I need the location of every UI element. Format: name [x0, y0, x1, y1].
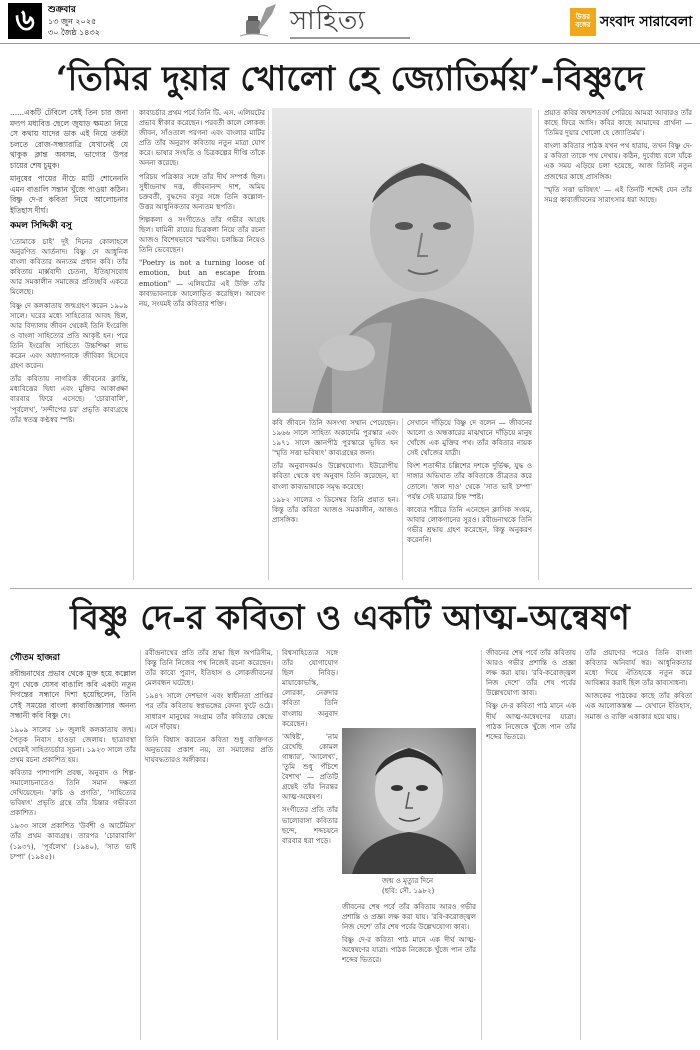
article-2-column-5 — [585, 648, 692, 1043]
column-divider — [277, 650, 278, 1040]
article-2-column-2 — [145, 648, 273, 1043]
article-1-column-4 — [407, 418, 532, 584]
paragraph: সেখানে দাঁড়িয়ে বিষ্ণু দে বলেন — জীবনের আলো ও অন্ধকারের মাঝখানে দাঁড়িয়ে মানুষ খোঁজে এক মুক্তির পথ। তাঁর কবিতার নায়ক সেই খোঁজের যাত্রী। — [407, 419, 532, 458]
article-2-photo — [342, 728, 476, 874]
article-1-column-2 — [139, 108, 265, 584]
paragraph: তাঁর অনুবাদকর্মও উল্লেখযোগ্য। ইউরোপীয় কবিতা থেকে বহু অনুবাদ তিনি করেছেন, যা বাংলা কাব্যভাষাকে সমৃদ্ধ করেছে। — [272, 462, 398, 491]
column-divider — [140, 650, 141, 1040]
dateline — [48, 5, 100, 38]
dateline-date: ১৩ জুন ২০২৫ — [48, 17, 97, 26]
paragraph: বিষ্ণু দে কলকাতায় জন্মগ্রহণ করেন ১৯০৯ সালে। ঘরের মধ্যে সাহিত্যের আবহ ছিল, আর বিদ্যালয় জীবন থেকেই তিনি ইংরেজি ও বাংলা সাহিত্যের প্রতি আকৃষ্ট হন। পরে তিনি ইংরেজি সাহিত্যে উচ্চশিক্ষা লাভ করেন এবং অধ্যাপনাকে জীবিকা হিসেবে গ্রহণ করেন। — [10, 301, 128, 371]
paragraph: জীবনের শেষ পর্বে তাঁর কবিতায় আরও গভীর প্রশান্তি ও প্রজ্ঞা লক্ষ করা যায়। 'রবি-করোজ্জ্বল নিজ দেশে' তাঁর শেষ পর্বের উল্লেখযোগ্য কাব্য। — [342, 903, 476, 932]
column-divider — [538, 110, 539, 580]
brand-name: সংবাদ সারাবেলা — [600, 14, 693, 30]
article-2-column-3 — [282, 648, 338, 1043]
paragraph: শিল্পকলা ও সংগীতেও তাঁর গভীর আগ্রহ ছিল। যামিনী রায়ের চিত্রকলা নিয়ে তাঁর রচনা আজও বিশেষভাবে স্মরণীয়। চলচ্চিত্র নিয়েও তিনি ভেবেছেন। — [139, 215, 265, 255]
column-divider — [481, 650, 482, 1040]
dateline-bengali-date: ৩০ জৈষ্ঠ ১৪৩২ — [48, 28, 100, 37]
paragraph: তাঁর প্রয়াণের পরেও তিনি বাংলা কবিতার অনিবার্য স্বর। আধুনিকতার মধ্যে দিয়ে ঐতিহ্যকে নতুন করে আবিষ্কার করাই ছিল তাঁর কাব্যসাধনা। — [585, 649, 692, 688]
paragraph: কাব্যের শরীরে তিনি এনেছেন ক্লাসিক সংযম, আবার লোকগানের সুরও। রবীন্দ্রনাথকে তিনি গভীর শ্রদ্ধায় গ্রহণ করেছেন, কিন্তু অনুকরণ করেননি। — [407, 505, 532, 545]
section-title: সাহিত্য — [290, 6, 366, 36]
paragraph: বাংলা কবিতার পাঠক যখন পথ হারায়, তখন বিষ্ণু দে-র কবিতা তাকে পথ দেখায়। কঠিন, দুর্বোধ্য বলে যাঁকে এক সময় এড়িয়ে চলা হয়েছে, আজ তিনিই নতুন প্রজন্মের কাছে প্রাসঙ্গিক। — [544, 142, 692, 181]
article-1-headline: ‘তিমির দুয়ার খোলো হে জ্যোতির্ময়’-বিষ্ণুদে — [55, 59, 645, 99]
section-divider — [10, 588, 692, 589]
paragraph: কাব্যচর্চার প্রথম পর্বে তিনি টি. এস. এলিয়টের প্রভাব স্বীকার করেছেন। পরবর্তী কালে লোকজ জীবন, সাঁওতাল পরগনা এবং বাংলার মাটির প্রতি তাঁর অনুরাগ কবিতায় নতুন মাত্রা যোগ করে। ভাষার সংহতি ও চিত্রকল্পের দীপ্তি তাঁকে অনন্য করেছে। — [139, 109, 265, 168]
paragraph: প্রয়াত কবির জন্মশতবর্ষ পেরিয়ে আমরা আবারও তাঁর কাছে ফিরে আসি। কবির কাছে আমাদের প্রার্থনা — 'তিমির দুয়ার খোলো হে জ্যোতির্ময়'। — [544, 109, 692, 138]
paragraph: 'স্মৃতি সত্তা ভবিষ্যৎ' — এই তিনটি শব্দেই যেন তাঁর সমগ্র কাব্যজীবনের সারাৎসার ধরা আছে। — [544, 185, 692, 204]
poet-portrait-illustration — [272, 108, 532, 413]
section-header — [238, 2, 464, 40]
paragraph: বিশ্বসাহিত্যের সঙ্গে তাঁর যোগাযোগ ছিল নিবিড়। মায়াকোভস্কি, লোরকা, নেরুদার কবিতা তিনি বাংলায় অনুবাদ করেছেন। — [282, 649, 338, 728]
paragraph: আজকের পাঠকের কাছে তাঁর কবিতা এক আলোকস্তম্ভ — যেখানে ইতিহাস, সমাজ ও ব্যক্তি একাকার হয়ে যায়। — [585, 692, 692, 721]
paragraph: রবীন্দ্রনাথের প্রতি তাঁর শ্রদ্ধা ছিল অপরিসীম, কিন্তু তিনি নিজের পথ নিজেই রচনা করেছেন। তাঁর কাব্যে পুরাণ, ইতিহাস ও লোকজীবনের মেলবন্ধন ঘটেছে। — [145, 649, 273, 688]
article-2-headline: বিষ্ণু দে-র কবিতা ও একটি আত্ম-অন্বেষণ — [70, 598, 630, 638]
paragraph: সংগীতের প্রতি তাঁর ভালোবাসা কবিতার ছন্দে, শব্দচয়নে বারবার ধরা পড়ে। — [282, 806, 338, 845]
poet-sketch-illustration — [342, 728, 476, 874]
article-2-column-4 — [486, 648, 576, 1043]
paragraph: বিষ্ণু দে-র কবিতা পাঠ মানে এক দীর্ঘ আত্ম-অন্বেষণের যাত্রা। পাঠক নিজেকে খুঁজে পান তাঁর শব্দের ভিতরে। — [486, 702, 576, 741]
column-divider — [133, 110, 134, 580]
article-2-intro: রবীন্দ্রনাথের প্রভাব থেকে মুক্ত হয়ে কল্লোল যুগ থেকে যেসব বাঙালি কবি একটা নতুন দিগন্তের সন্ধানে দিশা হয়েছিলেন, তিনি সেই সময়ের বাংলা কাব্যজিজ্ঞাসার অনন্য সন্ধানী কবি বিষ্ণু দে। — [10, 669, 136, 720]
article-1-column-3 — [272, 418, 398, 584]
paragraph: পরিচয় পত্রিকার সঙ্গে তাঁর দীর্ঘ সম্পর্ক ছিল। সুধীন্দ্রনাথ দত্ত, জীবনানন্দ দাশ, অমিয় চক্রবর্তী, বুদ্ধদেব বসুর সঙ্গে তিনি কল্লোল-উত্তর আধুনিকতার অন্যতম স্থপতি। — [139, 172, 265, 211]
paragraph: ১৯০৯ সালের ১৮ জুলাই কলকাতায় জন্ম। পৈতৃক নিবাস হাওড়া জেলায়। ছাত্রাবস্থা থেকেই সাহিত্যচর্চার সূচনা। ১৯২৩ সালে তাঁর প্রথম রচনা প্রকাশিত হয়। — [10, 725, 136, 764]
column-divider — [268, 110, 269, 580]
paragraph: 'অন্বিষ্ট', 'নাম রেখেছি কোমল গান্ধার', 'আলেখ্য', 'তুমি শুধু পঁচিশে বৈশাখ' — প্রতিটি গ্রন্থেই তাঁর নিরন্তর আত্ম-অন্বেষণ। — [282, 732, 338, 802]
paragraph: তিনি বিশ্বাস করতেন কবিতা শুধু ব্যক্তিগত অনুভবের প্রকাশ নয়, তা সমাজের প্রতি দায়বদ্ধতারও অঙ্গীকার। — [145, 735, 273, 764]
section-underline — [290, 37, 410, 39]
brand-tagline: উত্তর বঙ্গের — [575, 13, 591, 29]
article-1-intro: ......একটি টেবিলে সেই তিন চার জনা মদ্যপ মধ্যবিত্ত ছেলে জুয়াড় ক্ষমতা নিয়ে সে কথায় যাদের ডাক এই নিয়ে তর্কটা চলতে রোজ-সন্ধ্যারাত্রি যেখানেই যে থাকুক ক্লান্ত অবসন্ন, ভাগ্যের উপর চায়ের শেষ চুমুক। — [10, 108, 128, 170]
paragraph: বিষ্ণু দে-র কবিতা পাঠ মানে এক দীর্ঘ আত্ম-অন্বেষণের যাত্রা। পাঠক নিজেকে খুঁজে পান তাঁর শব্দের ভিতরে। — [342, 936, 476, 965]
paragraph: ১৯৮২ সালের ৩ ডিসেম্বর তিনি প্রয়াত হন। কিন্তু তাঁর কবিতা আজও সমকালীন, আজও প্রাসঙ্গিক। — [272, 495, 398, 524]
article-2-byline: গৌতম হাজরা — [10, 653, 60, 663]
article-2-column-1 — [10, 648, 136, 1043]
paragraph: 'তোমাকে চাই' দুই দিনের কোলাহলে অনুরণিত আর্তনাদ। বিষ্ণু দে আধুনিক বাংলা কবিতার অন্যতম প্রধান কবি। তাঁর কবিতায় মার্ক্সবাদী চেতনা, ইতিহাসবোধ আর সমকালীন সমাজের প্রতিচ্ছবি একত্রে মিলেছে। — [10, 238, 128, 297]
masthead — [0, 0, 700, 44]
column-divider — [580, 650, 581, 1040]
ink-pen-icon — [238, 2, 282, 40]
article-1-intro-2: মানুষের পায়ের নীচে মাটি শোনেননি এমন বাঙালি সন্তান খুঁজে পাওয়া কঠিন। বিষ্ণু দে-র কবিতা নিয়ে আলোচনার ইতিহাস দীর্ঘ। — [10, 174, 128, 215]
article-1-column-1 — [10, 108, 128, 584]
dateline-day: শুক্রবার — [48, 5, 76, 15]
article-2-column-3-lower — [342, 902, 476, 1043]
page-number: ৬ — [8, 3, 42, 39]
paragraph: জীবনের শেষ পর্বে তাঁর কবিতায় আরও গভীর প্রশান্তি ও প্রজ্ঞা লক্ষ করা যায়। 'রবি-করোজ্জ্বল নিজ দেশে' তাঁর শেষ পর্বের উল্লেখযোগ্য কাব্য। — [486, 649, 576, 698]
paragraph: ১৯৩৩ সালে প্রকাশিত 'উর্বশী ও আর্টেমিস' তাঁর প্রথম কাব্যগ্রন্থ। তারপর 'চোরাবালি' (১৯৩৭), 'পূর্বলেখ' (১৯৪০), 'সাত ভাই চম্পা' (১৯৪৫)। — [10, 822, 136, 861]
article-1-byline: কমল সিদ্দিকী বসু — [10, 221, 72, 231]
paragraph: কবি জীবনে তিনি অসংখ্য সম্মান পেয়েছেন। ১৯৬৬ সালে সাহিত্য অকাদেমি পুরস্কার এবং ১৯৭১ সালে জ্ঞানপীঠ পুরস্কারে ভূষিত হন 'স্মৃতি সত্তা ভবিষ্যৎ' কাব্যগ্রন্থের জন্য। — [272, 419, 398, 458]
brand-logo[interactable] — [570, 8, 693, 36]
paragraph: তাঁর কবিতায় নাগরিক জীবনের ক্লান্তি, মধ্যবিত্তের দ্বিধা এবং মুক্তির আকাঙ্ক্ষা বারবার ফিরে এসেছে। 'চোরাবালি', 'পূর্বলেখ', 'সন্দীপের চর' প্রভৃতি কাব্যগ্রন্থে তাঁর স্বতন্ত্র কণ্ঠস্বর স্পষ্ট। — [10, 375, 128, 424]
column-divider — [402, 418, 403, 580]
article-2-photo-caption: জন্ম ও মৃত্যুর দিনে (ছবি: সৌ. ১৯৮২) — [382, 877, 435, 895]
article-1-photo — [272, 108, 532, 413]
paragraph: বিংশ শতাব্দীর চল্লিশের দশকে দুর্ভিক্ষ, যুদ্ধ ও দাঙ্গার অভিঘাত তাঁর কবিতাকে তীব্রতর করে তোলে। 'জল দাও' থেকে 'সাত ভাই চম্পা' পর্যন্ত সেই যাত্রার চিহ্ন স্পষ্ট। — [407, 462, 532, 501]
paragraph: ১৯৪৭ সালে দেশভাগ এবং স্বাধীনতা প্রাপ্তির পর তাঁর কবিতায় স্বপ্নভঙ্গের বেদনা ফুটে ওঠে। সাধারণ মানুষের সংগ্রাম তাঁর কবিতার কেন্দ্রে এসে দাঁড়ায়। — [145, 692, 273, 731]
paragraph: "Poetry is not a turning loose of emotion, but an escape from emotion" — এলিয়টের এই উক্তি তাঁর কাব্যভাবনাকে আলোড়িত করেছিল। আবেগ নয়, সংযমই তাঁর কবিতার শক্তি। — [139, 259, 265, 308]
paragraph: কবিতার পাশাপাশি প্রবন্ধ, অনুবাদ ও শিল্প-সমালোচনাতেও তিনি সমান দক্ষতা দেখিয়েছেন। 'রুচি ও প্রগতি', 'সাহিত্যের ভবিষ্যৎ' প্রভৃতি গ্রন্থে তাঁর চিন্তার গভীরতা প্রকাশিত। — [10, 768, 136, 818]
article-1-column-5 — [544, 108, 692, 584]
